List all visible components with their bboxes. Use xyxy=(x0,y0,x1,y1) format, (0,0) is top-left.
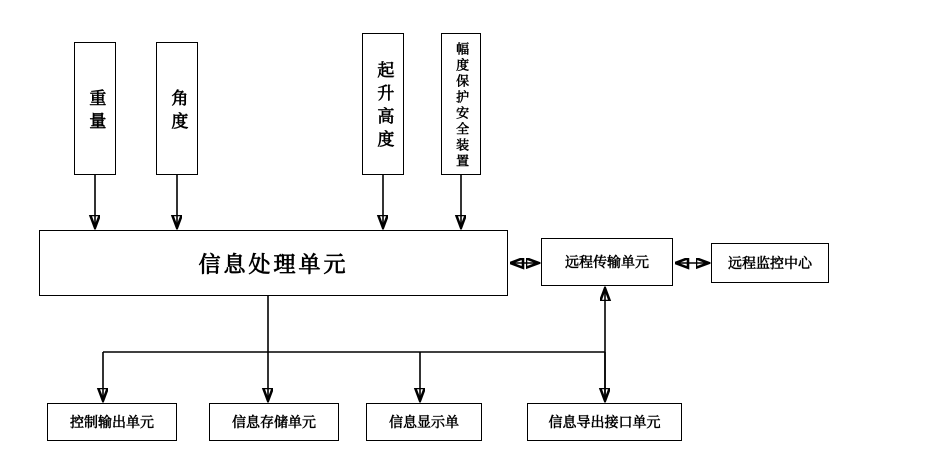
remote-transmission-unit xyxy=(541,238,673,286)
input-box-amplitude-safety-device xyxy=(441,33,481,175)
input-label: 重量 xyxy=(86,88,106,135)
output-label: 信息显示单 xyxy=(389,414,459,430)
core-label: 信息处理单元 xyxy=(198,251,349,277)
output-label: 信息导出接口单元 xyxy=(548,414,661,430)
output-box-control-output-unit xyxy=(47,403,177,441)
input-label: 起升高度 xyxy=(374,61,394,153)
remote-monitoring-center xyxy=(711,243,829,283)
input-label: 角度 xyxy=(168,88,188,135)
input-box-angle xyxy=(156,42,198,175)
output-box-information-display-unit xyxy=(366,403,482,441)
remote-transmission-label: 远程传输单元 xyxy=(565,254,649,270)
output-box-information-export-interface-unit xyxy=(527,403,682,441)
output-label: 信息存储单元 xyxy=(232,414,316,430)
input-box-lift-height xyxy=(362,33,404,175)
remote-monitoring-label: 远程监控中心 xyxy=(728,255,812,271)
output-label: 控制输出单元 xyxy=(70,414,154,430)
input-label: 幅度保护安全装置 xyxy=(454,42,470,170)
input-box-weight xyxy=(74,42,116,175)
output-box-information-storage-unit xyxy=(209,403,339,441)
core-processing-unit xyxy=(39,230,508,296)
